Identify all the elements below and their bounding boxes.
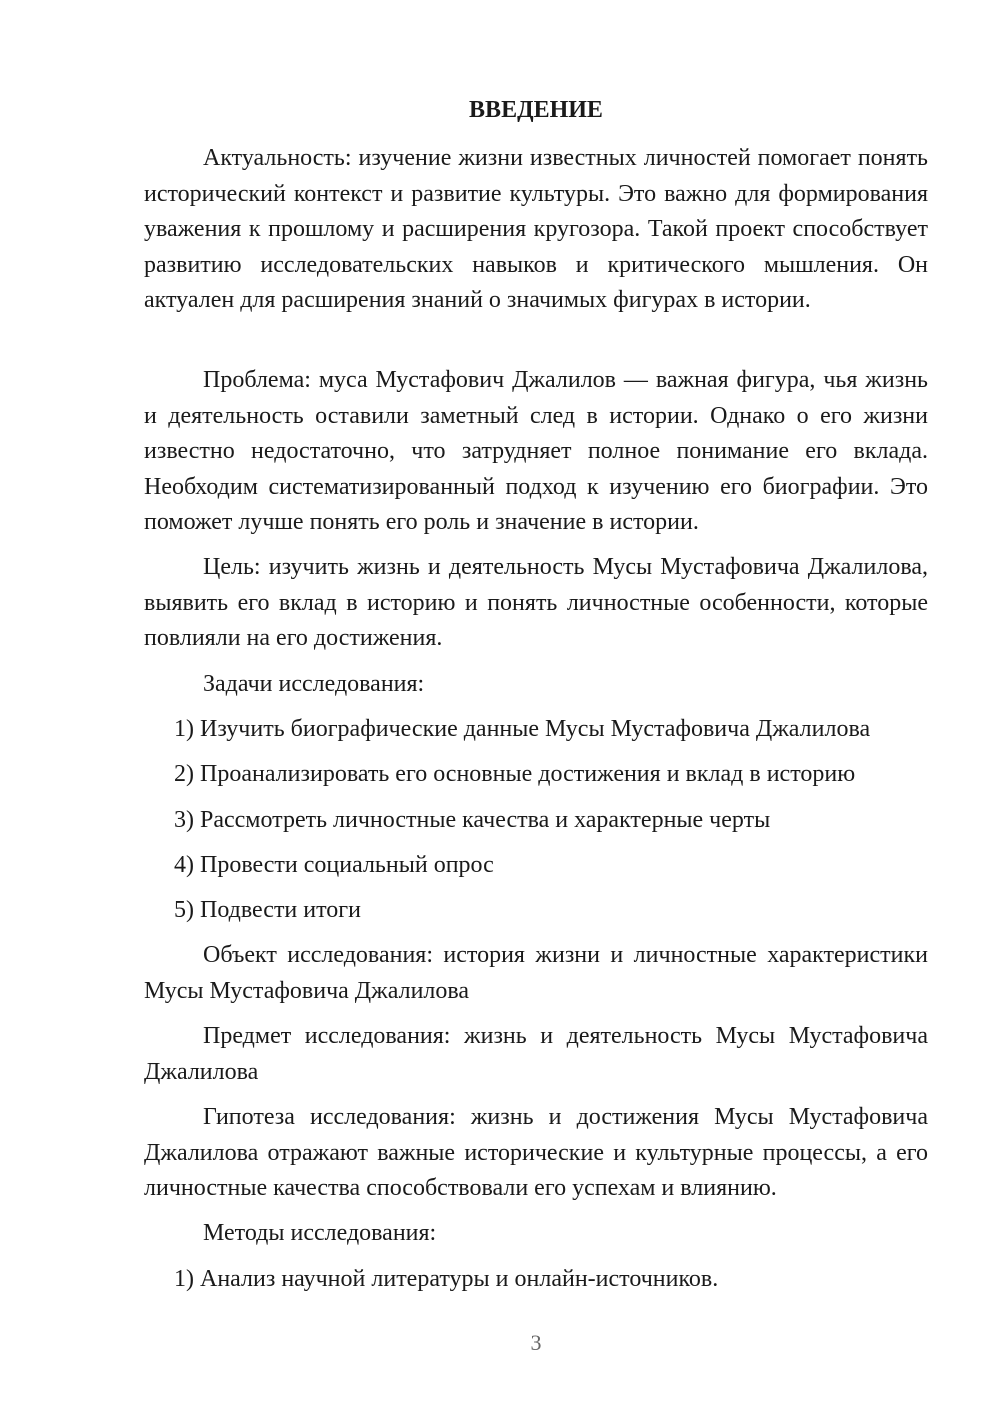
task-item: 5) Подвести итоги <box>174 897 361 923</box>
goal-paragraph: Цель: изучить жизнь и деятельность Мусы Мустафовича Джалилова, выявить его вклад в историю и понять личностные особенности, которые повлияли на его достижения. <box>144 554 928 651</box>
methods-heading: Методы исследования: <box>203 1220 437 1246</box>
relevance-paragraph: Актуальность: изучение жизни известных личностей помогает понять исторический контекст и развитие культуры. Это важно для формирования уважения к прошлому и расширения кругозора. Такой проект способствует развитию исследовательских навыков и критического мышления. Он актуален для расширения знаний о значимых фигурах в истории. <box>144 145 928 313</box>
task-item: 2) Проанализировать его основные достижения и вклад в историю <box>174 761 856 787</box>
object-paragraph: Объект исследования: история жизни и личностные характеристики Мусы Мустафовича Джалилова <box>144 942 928 1004</box>
page-title: ВВЕДЕНИЕ <box>469 97 603 123</box>
method-item: 1) Анализ научной литературы и онлайн-источников. <box>174 1266 719 1292</box>
task-item: 3) Рассмотреть личностные качества и характерные черты <box>174 807 771 833</box>
problem-paragraph: Проблема: муса Мустафович Джалилов — важная фигура, чья жизнь и деятельность оставили заметный след в истории. Однако о его жизни известно недостаточно, что затрудняет полное понимание его вклада. Необходим систематизированный подход к изучению его биографии. Это поможет лучше понять его роль и значение в истории. <box>144 367 928 535</box>
task-item: 1) Изучить биографические данные Мусы Мустафовича Джалилова <box>174 716 871 742</box>
subject-paragraph: Предмет исследования: жизнь и деятельность Мусы Мустафовича Джалилова <box>144 1023 928 1085</box>
task-item: 4) Провести социальный опрос <box>174 852 494 878</box>
page-number: 3 <box>530 1330 542 1355</box>
tasks-heading: Задачи исследования: <box>203 671 425 697</box>
hypothesis-paragraph: Гипотеза исследования: жизнь и достижения Мусы Мустафовича Джалилова отражают важные исторические и культурные процессы, а его личностные качества способствовали его успехам и влиянию. <box>144 1104 928 1201</box>
